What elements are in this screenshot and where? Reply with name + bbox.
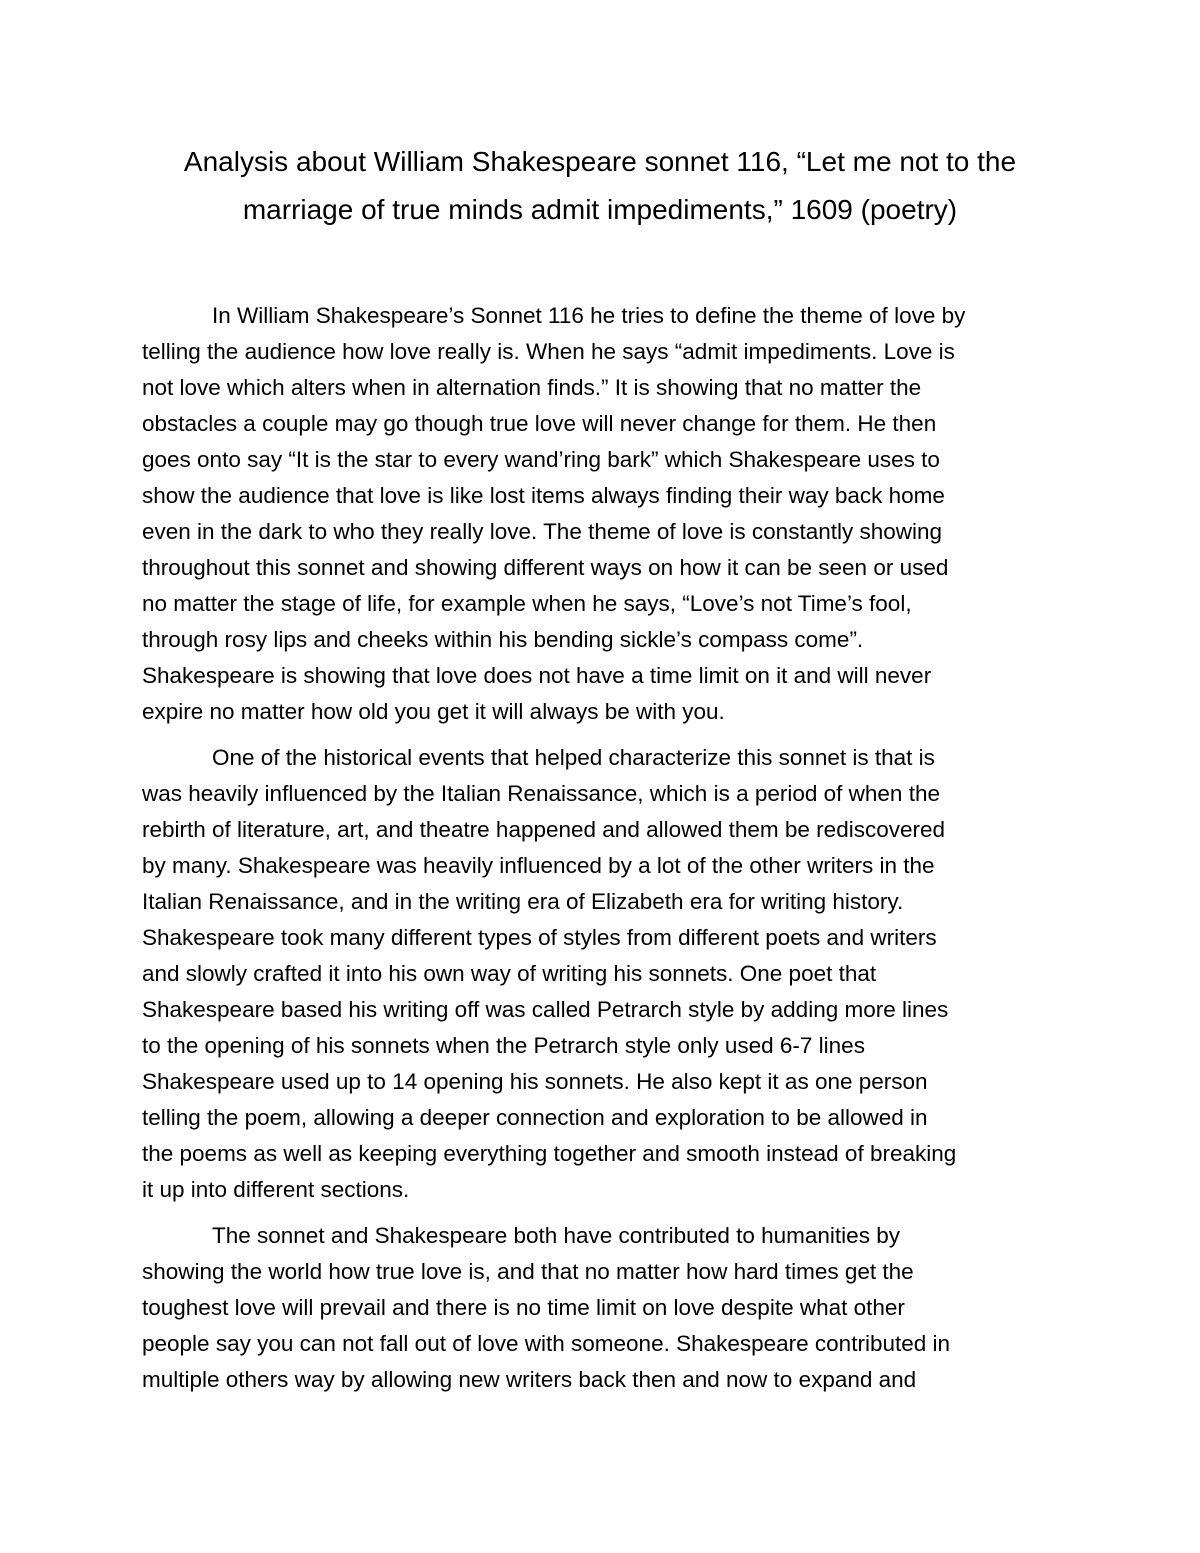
paragraph-line: Shakespeare based his writing off was called Petrarch style by adding more lines: [142, 997, 949, 1022]
paragraph-line: was heavily influenced by the Italian Renaissance, which is a period of when the: [142, 781, 940, 806]
title-line: marriage of true minds admit impediments,” 1609 (poetry): [242, 194, 958, 225]
paragraph-line: telling the audience how love really is. When he says “admit impediments. Love is: [142, 339, 955, 364]
paragraph-line: rebirth of literature, art, and theatre happened and allowed them be rediscovered: [142, 817, 946, 842]
paragraph-1: [142, 298, 1062, 730]
paragraph-line: Shakespeare is showing that love does not have a time limit on it and will never: [142, 663, 932, 688]
paragraph-line: The sonnet and Shakespeare both have contributed to humanities by: [212, 1223, 900, 1248]
paragraph-3: [142, 1218, 1062, 1398]
paragraph-line: to the opening of his sonnets when the Petrarch style only used 6-7 lines: [142, 1033, 865, 1058]
paragraph-line: through rosy lips and cheeks within his bending sickle’s compass come”.: [142, 627, 864, 652]
title-line: Analysis about William Shakespeare sonnet 116, “Let me not to the: [183, 146, 1017, 177]
paragraph-line: throughout this sonnet and showing different ways on how it can be seen or used: [142, 555, 949, 580]
paragraph-line: Italian Renaissance, and in the writing era of Elizabeth era for writing history.: [142, 889, 904, 914]
paragraph-line: by many. Shakespeare was heavily influenced by a lot of the other writers in the: [142, 853, 935, 878]
paragraph-line: people say you can not fall out of love with someone. Shakespeare contributed in: [142, 1331, 951, 1356]
paragraph-line: not love which alters when in alternation finds.” It is showing that no matter the: [142, 375, 922, 400]
paragraph-line: and slowly crafted it into his own way of writing his sonnets. One poet that: [142, 961, 877, 986]
document-title: [100, 138, 1100, 234]
paragraph-line: toughest love will prevail and there is no time limit on love despite what other: [142, 1295, 905, 1320]
paragraph-line: no matter the stage of life, for example when he says, “Love’s not Time’s fool,: [142, 591, 912, 616]
paragraph-line: One of the historical events that helped characterize this sonnet is that is: [212, 745, 935, 770]
paragraph-line: obstacles a couple may go though true love will never change for them. He then: [142, 411, 937, 436]
paragraph-line: goes onto say “It is the star to every wand’ring bark” which Shakespeare uses to: [142, 447, 940, 472]
paragraph-line: Shakespeare took many different types of styles from different poets and writers: [142, 925, 937, 950]
paragraph-line: showing the world how true love is, and that no matter how hard times get the: [142, 1259, 914, 1284]
paragraph-line: even in the dark to who they really love. The theme of love is constantly showing: [142, 519, 943, 544]
paragraph-line: show the audience that love is like lost items always finding their way back home: [142, 483, 945, 508]
paragraph-line: it up into different sections.: [142, 1177, 410, 1202]
paragraph-2: [142, 740, 1062, 1208]
paragraph-line: the poems as well as keeping everything together and smooth instead of breaking: [142, 1141, 957, 1166]
paragraph-line: Shakespeare used up to 14 opening his sonnets. He also kept it as one person: [142, 1069, 928, 1094]
paragraph-line: In William Shakespeare’s Sonnet 116 he tries to define the theme of love by: [212, 303, 966, 328]
document-body: [142, 298, 1062, 1408]
paragraph-line: multiple others way by allowing new writers back then and now to expand and: [142, 1367, 917, 1392]
paragraph-line: expire no matter how old you get it will always be with you.: [142, 699, 725, 724]
paragraph-line: telling the poem, allowing a deeper connection and exploration to be allowed in: [142, 1105, 928, 1130]
